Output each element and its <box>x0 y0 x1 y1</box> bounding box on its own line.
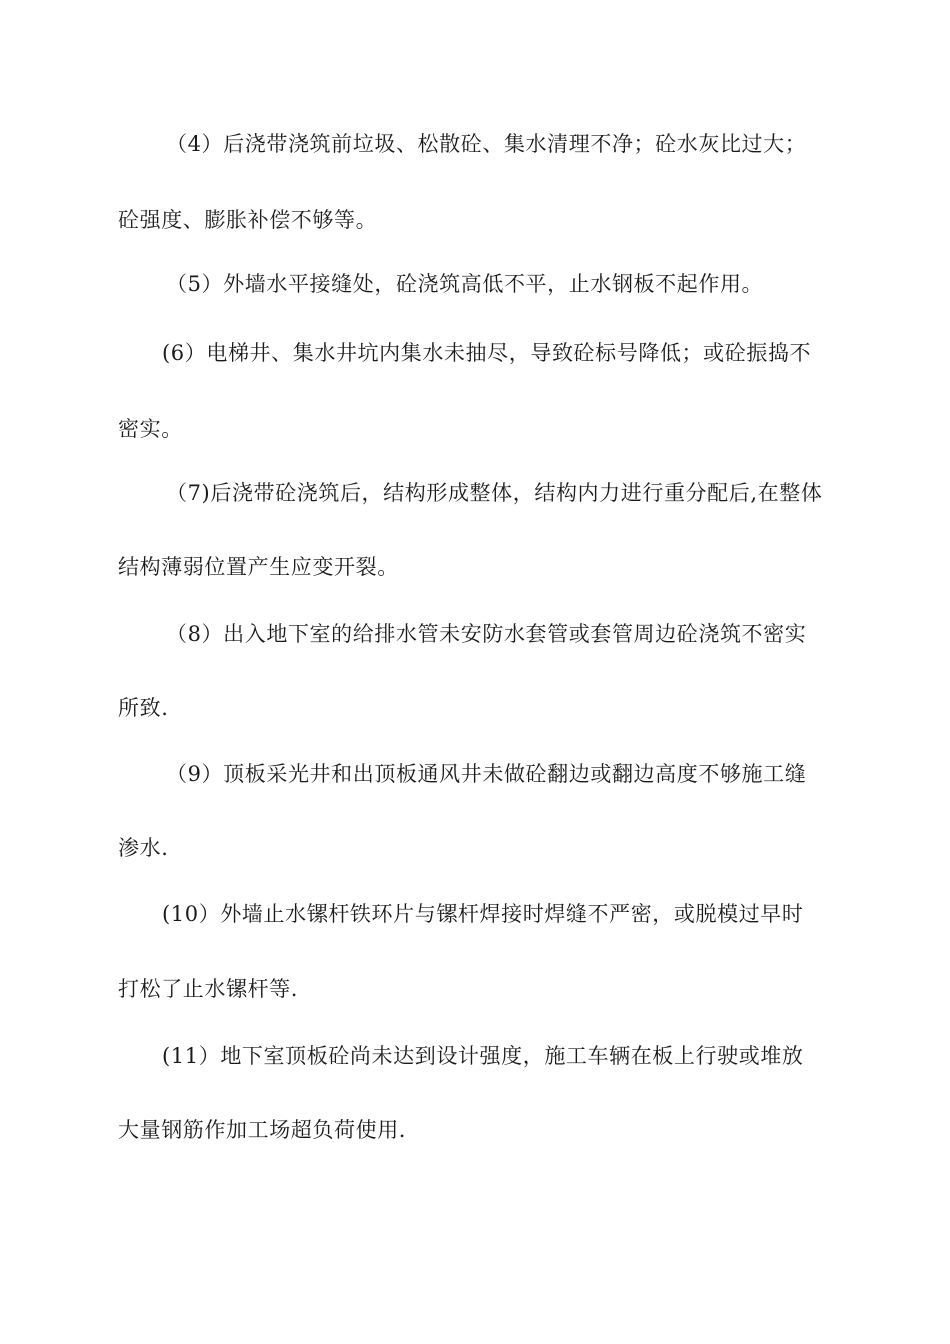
paragraph-8-line-1: （8）出入地下室的给排水管未安防水套管或套管周边砼浇筑不密实 <box>166 622 807 646</box>
paragraph-11-line-2: 大量钢筋作加工场超负荷使用. <box>118 1118 407 1142</box>
paragraph-11-line-1: (11）地下室顶板砼尚未达到设计强度，施工车辆在板上行驶或堆放 <box>162 1044 804 1068</box>
paragraph-9-line-2: 渗水. <box>118 836 169 860</box>
paragraph-6-line-1: (6）电梯井、集水井坑内集水未抽尽，导致砼标号降低；或砼振捣不 <box>162 341 812 365</box>
paragraph-9-line-1: （9）顶板采光井和出顶板通风井未做砼翻边或翻边高度不够施工缝 <box>166 762 807 786</box>
paragraph-4-line-1: （4）后浇带浇筑前垃圾、松散砼、集水清理不净；砼水灰比过大； <box>166 132 807 156</box>
paragraph-10-line-2: 打松了止水镙杆等. <box>118 977 299 1001</box>
paragraph-8-line-2: 所致. <box>118 696 169 720</box>
paragraph-6-line-2: 密实。 <box>118 417 183 441</box>
paragraph-7-line-1: （7)后浇带砼浇筑后，结构形成整体，结构内力进行重分配后,在整体 <box>166 481 823 505</box>
paragraph-5-line-1: （5）外墙水平接缝处，砼浇筑高低不平，止水钢板不起作用。 <box>166 272 764 296</box>
paragraph-7-line-2: 结构薄弱位置产生应变开裂。 <box>118 555 399 579</box>
paragraph-10-line-1: (10）外墙止水镙杆铁环片与镙杆焊接时焊缝不严密，或脱模过早时 <box>162 902 804 926</box>
paragraph-4-line-2: 砼强度、膨胀补偿不够等。 <box>118 208 378 232</box>
